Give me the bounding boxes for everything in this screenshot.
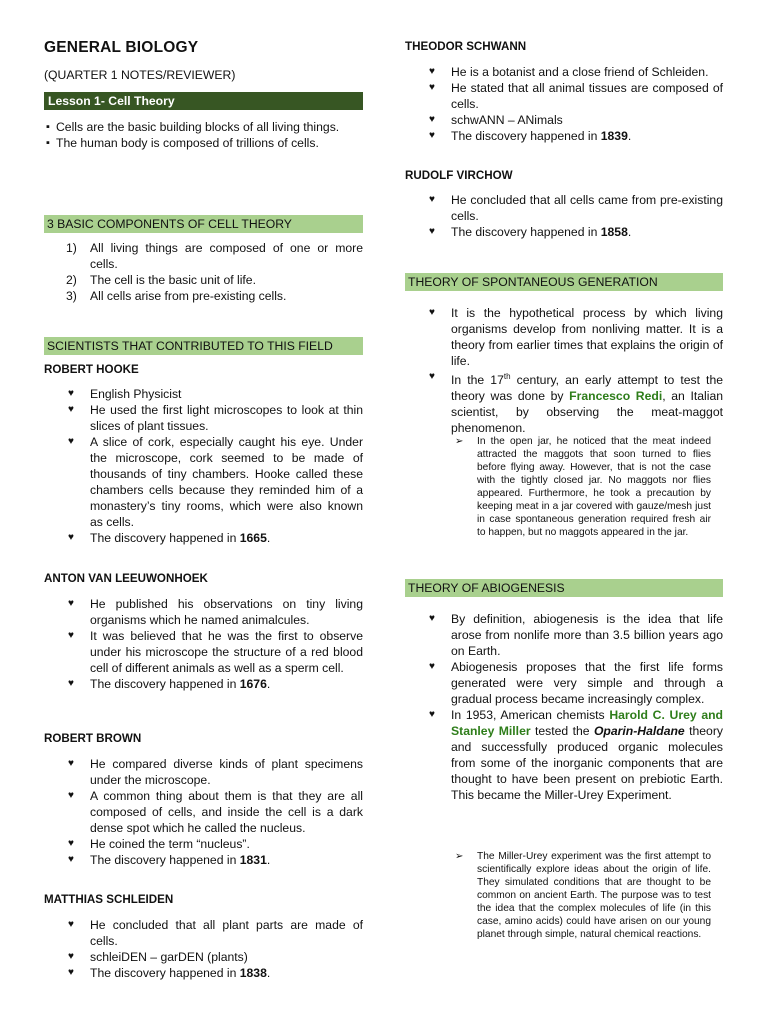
list-item: ♥ He concluded that all cells came from pre-existing cells. [429,193,723,223]
list-item: ♥ A slice of cork, especially caught his eye. Under the microscope, cork seemed to be made of thousands of tiny chambers. Hooke called these chambers cells because they reminded him of a monastery’s tiny rooms, which were also known as cells. [68,435,363,529]
list-item: ♥ In the 17th century, an early attempt to test the theory was done by Francesco Redi, an Italian scientist, by observing the meat-maggot phenomenon. [429,371,723,436]
list-item: ♥ A common thing about them is that they are all composed of cells, and inside the cell is a dark dense spot which he called the nucleus. [68,789,363,835]
virchow-list [405,192,723,240]
schleiden-list [44,917,363,981]
page-title: GENERAL BIOLOGY [44,39,199,56]
list-item: ♥ He stated that all animal tissues are composed of cells. [429,81,723,111]
leeuwenhoek-list [44,596,363,692]
list-item: ♥ The discovery happened in 1665. [68,531,271,545]
scientist-name-leeuwenhoek: ANTON VAN LEEUWONHOEK [44,572,208,585]
scientist-name-virchow: RUDOLF VIRCHOW [405,169,513,182]
list-item: ♥ English Physicist [68,387,182,401]
abiogenesis-list [405,611,723,803]
list-item: ♥ schwANN – ANimals [429,113,563,127]
list-item: ♥ He compared diverse kinds of plant specimens under the microscope. [68,757,363,787]
list-item: 1) All living things are composed of one or more cells. [66,241,363,271]
list-item: ▪ The human body is composed of trillions of cells. [46,135,363,151]
spontaneous-list [405,305,723,436]
list-item: 2) The cell is the basic unit of life. [66,273,256,287]
list-item: ♥ The discovery happened in 1831. [68,853,271,867]
list-item: ♥ He concluded that all plant parts are made of cells. [68,918,363,948]
scientist-name-schleiden: MATTHIAS SCHLEIDEN [44,893,174,906]
scientist-name-brown: ROBERT BROWN [44,732,142,745]
list-item: ▪ Cells are the basic building blocks of all living things. [46,119,363,135]
section-heading-scientists: SCIENTISTS THAT CONTRIBUTED TO THIS FIELD [44,337,363,355]
list-item: ➢ The Miller-Urey experiment was the first attempt to scientifically explore ideas about the origin of life. They simulated conditions that are thought to be common on ancient Earth. The purpose was to test the idea that the complex molecules of life (in this case, amino acids) could have arisen on our young planet through simple, natural chemical reactions. [455,851,711,940]
abiogenesis-sublist [455,850,711,941]
schwann-list [405,64,723,144]
intro-list [46,119,363,151]
scientist-name-hooke: ROBERT HOOKE [44,363,139,376]
list-item: ♥ The discovery happened in 1839. [429,129,632,143]
list-item: ♥ He used the first light microscopes to look at thin slices of plant tissues. [68,403,363,433]
list-item: ♥ In 1953, American chemists Harold C. Urey and Stanley Miller tested the Oparin-Haldane theory and successfully produced organic molecules from some of the inorganic components that are thought to have been present on prebiotic Earth. This became the Miller-Urey Experiment. [429,708,723,802]
section-heading-components: 3 BASIC COMPONENTS OF CELL THEORY [44,215,363,233]
section-heading-abiogenesis: THEORY OF ABIOGENESIS [405,579,723,597]
list-item: ♥ The discovery happened in 1676. [68,677,271,691]
list-item: ♥ The discovery happened in 1838. [68,966,271,980]
list-item: ➢ In the open jar, he noticed that the meat indeed attracted the maggots that soon turned to flies before flying away. However, that is not the case with the tightly closed jar. No maggots nor flies appeared. Furthermore, he took a precaution by keeping meat in a jar covered with gauze/mesh just in case spontaneous generation required fresh air to happen, but no maggots appeared in the jar. [455,436,711,538]
section-heading-spontaneous: THEORY OF SPONTANEOUS GENERATION [405,273,723,291]
hooke-list [44,386,363,546]
list-item: ♥ The discovery happened in 1858. [429,225,632,239]
list-item: ♥ schleiDEN – garDEN (plants) [68,950,248,964]
list-item: ♥ Abiogenesis proposes that the first life forms generated were very simple and through a gradual process became increasingly complex. [429,660,723,706]
list-item: ♥ By definition, abiogenesis is the idea that life arose from nonlife more than 3.5 billion years ago on Earth. [429,612,723,658]
lesson-banner: Lesson 1- Cell Theory [44,92,363,110]
brown-list [44,756,363,868]
spontaneous-sublist [455,435,711,539]
scientist-name-schwann: THEODOR SCHWANN [405,40,527,53]
page-subtitle: (QUARTER 1 NOTES/REVIEWER) [44,68,236,82]
list-item: ♥ He published his observations on tiny living organisms which he named animalcules. [68,597,363,627]
list-item: ♥ He coined the term “nucleus”. [68,837,250,851]
list-item: ♥ It is the hypothetical process by which living organisms develop from nonliving matter. It is a theory from earlier times that explains the origin of life. [429,306,723,368]
list-item: ♥ It was believed that he was the first to observe under his microscope the structure of a red blood cell of different animals as well as a sperm cell. [68,629,363,675]
list-item: 3) All cells arise from pre-existing cells. [66,289,287,303]
components-list [44,240,363,304]
list-item: ♥ He is a botanist and a close friend of Schleiden. [429,65,709,79]
